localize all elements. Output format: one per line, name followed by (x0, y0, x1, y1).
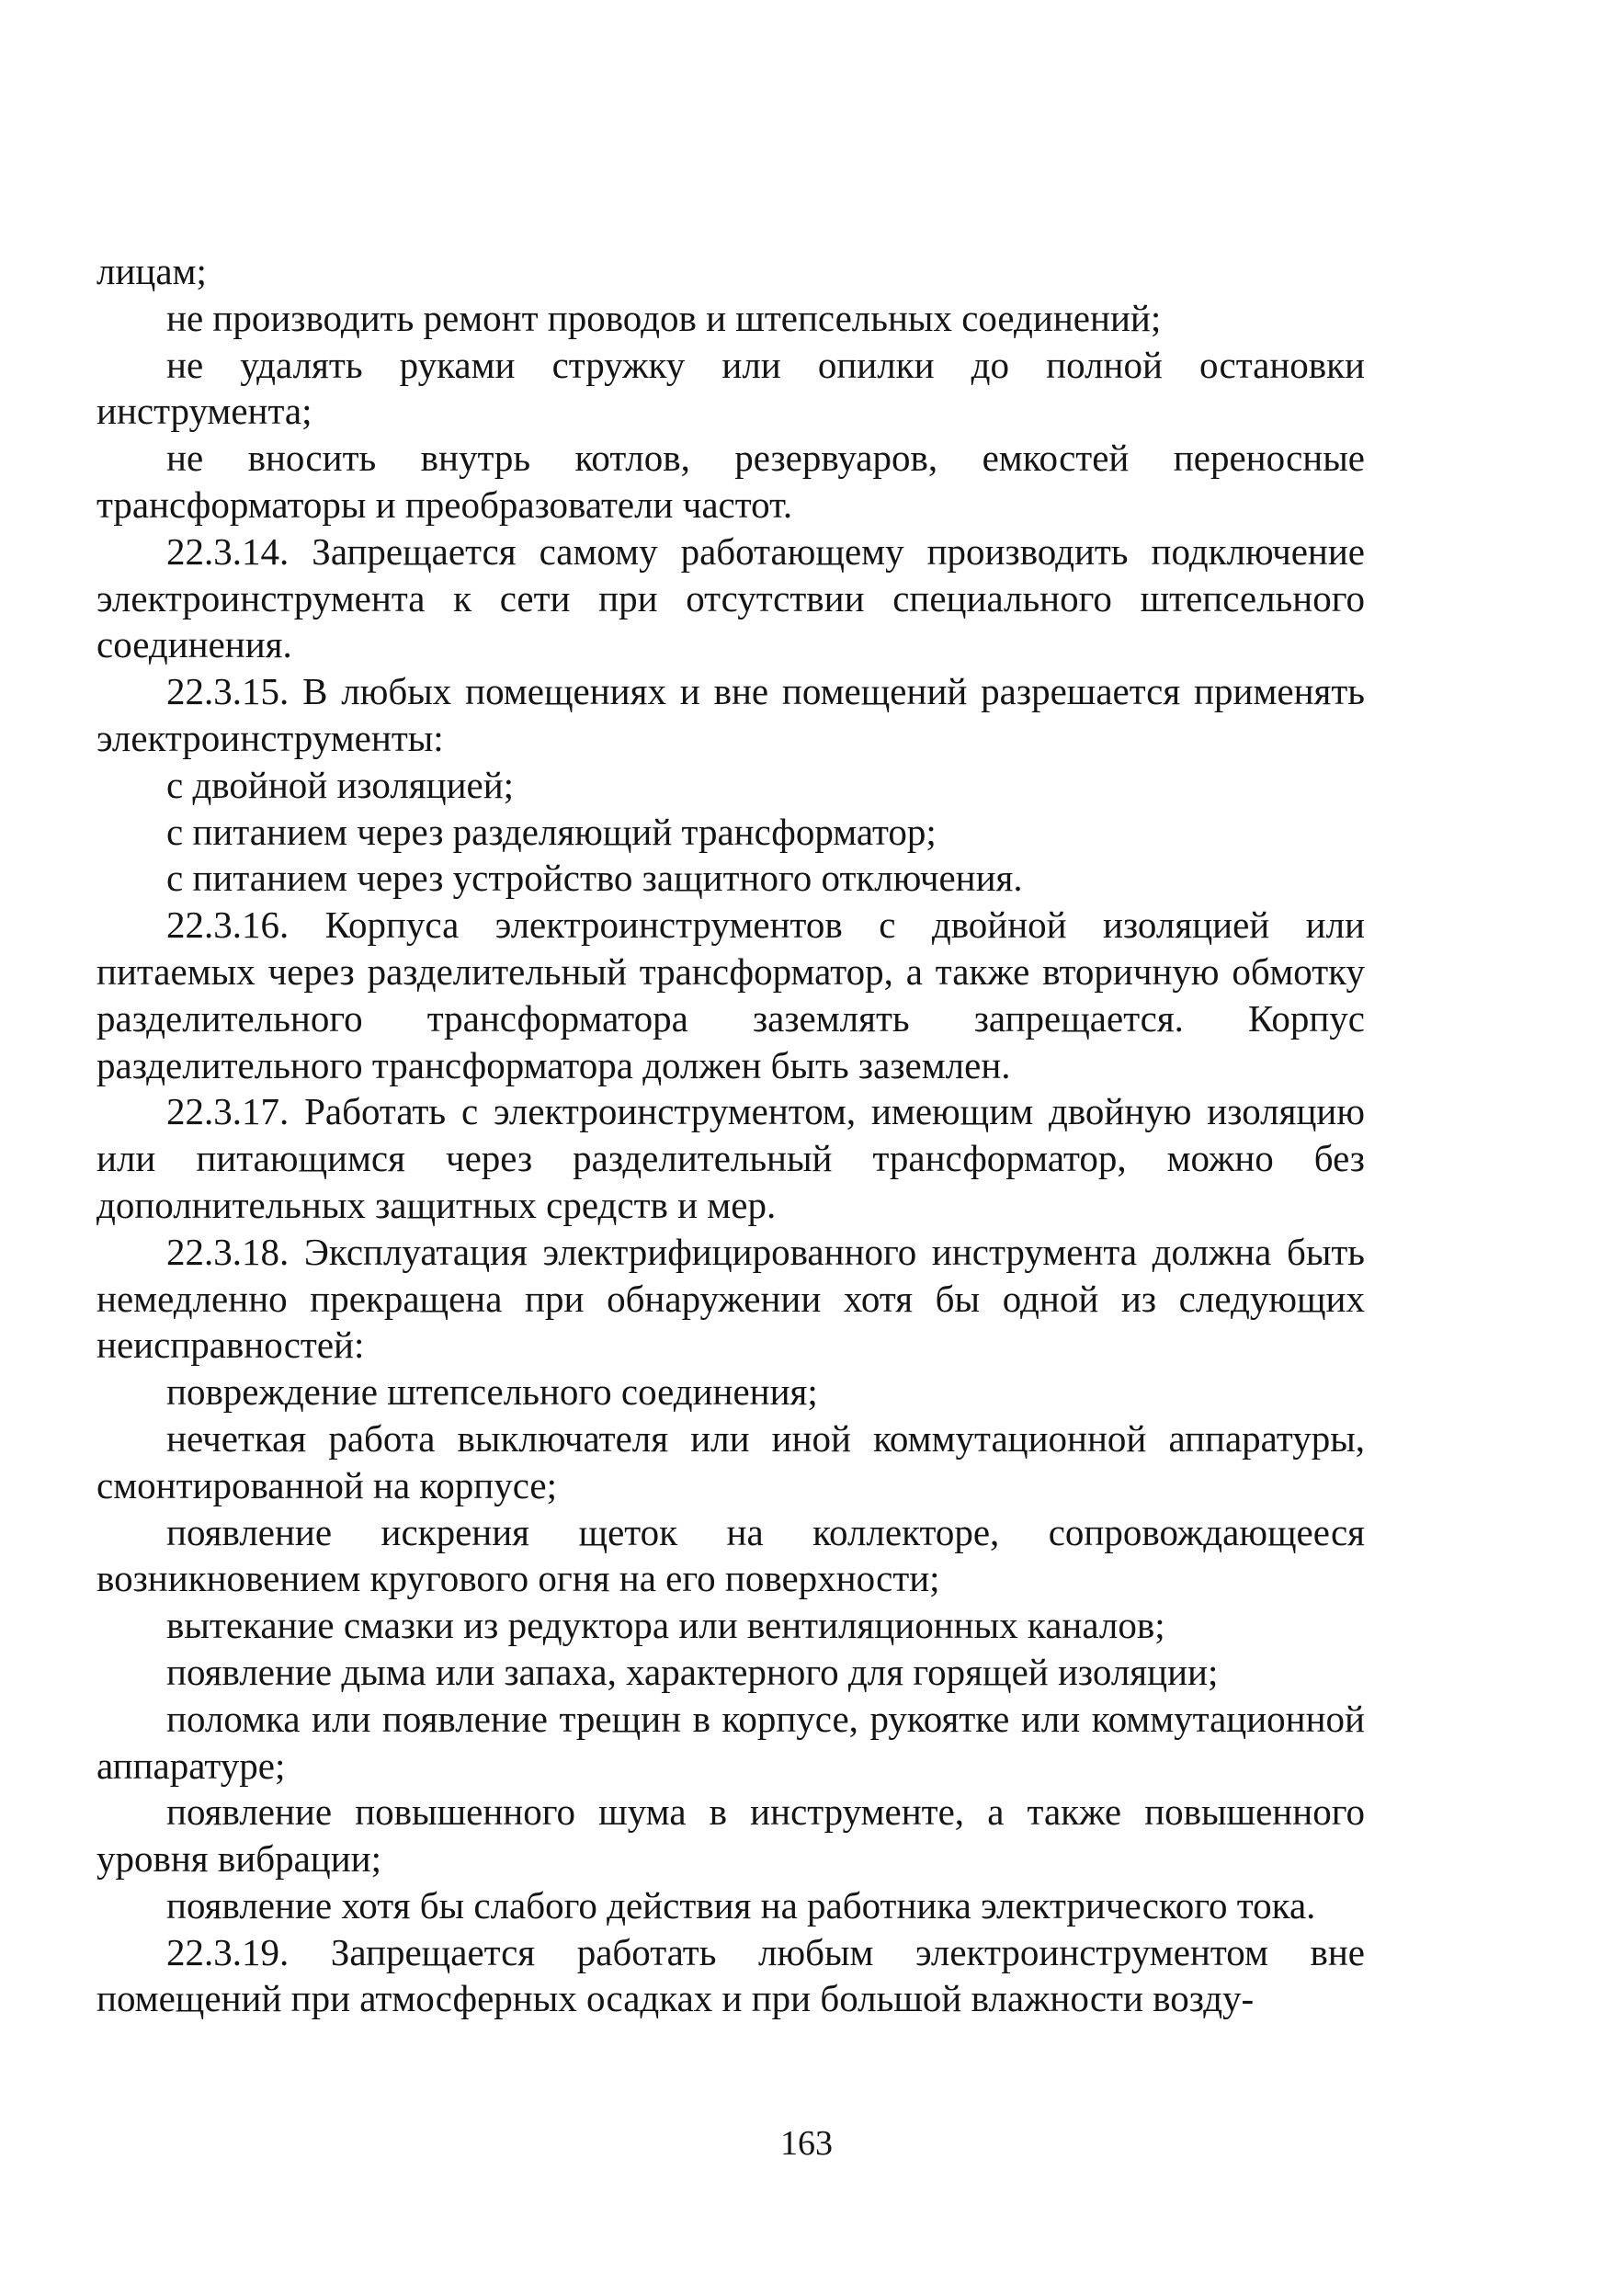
list-item: повреждение штепсельного соединения; (166, 1370, 818, 1414)
clause-22-3-18: 22.3.18. Эксплуатация электрифицированного инструмента должна быть немедленно прекращена при обнаружении хотя бы одной из следующих неисправностей: (97, 1230, 1365, 1367)
list-item: вытекание смазки из редуктора или вентиляционных каналов; (166, 1604, 1165, 1647)
list-item: появление дыма или запаха, характерного для горящей изоляции; (166, 1650, 1219, 1693)
list-item: появление искрения щеток на коллекторе, сопровождающееся возникновением кругового огня на его поверхности; (97, 1510, 1365, 1600)
paragraph: лицам; (97, 250, 207, 292)
list-item: с двойной изоляцией; (166, 763, 515, 806)
page-number: 163 (780, 2124, 833, 2163)
list-item: поломка или появление трещин в корпусе, рукоятке или коммутационной аппаратуре; (97, 1697, 1365, 1787)
clause-22-3-17: 22.3.17. Работать с электроинструментом, имеющим двойную изоляцию или питающимся через разделительный трансформатор, можно без дополнительных защитных средств и мер. (97, 1090, 1365, 1226)
list-item: не удалять руками стружку или опилки до полной остановки инструмента; (97, 343, 1365, 433)
body-text (97, 248, 1365, 2022)
clause-22-3-19: 22.3.19. Запрещается работать любым электроинструментом вне помещений при атмосферных осадках и при большой влажности возду- (97, 1930, 1365, 2020)
clause-22-3-14: 22.3.14. Запрещается самому работающему производить подключение электроинструмента к сети при отсутствии специального штепсельного соединения. (97, 529, 1365, 666)
list-item: нечеткая работа выключателя или иной коммутационной аппаратуры, смонтированной на корпусе; (97, 1416, 1365, 1506)
list-item: появление повышенного шума в инструменте, а также повышенного уровня вибрации; (97, 1790, 1365, 1881)
list-item: не вносить внутрь котлов, резервуаров, емкостей переносные трансформаторы и преобразователи частот. (97, 437, 1365, 526)
list-item: с питанием через разделяющий трансформатор; (166, 810, 937, 853)
clause-22-3-16: 22.3.16. Корпуса электроинструментов с двойной изоляцией или питаемых через разделительный трансформатор, а также вторичную обмотку разделительного трансформатора заземлять запрещается. Корпус разделительного трансформатора должен быть заземлен. (97, 904, 1365, 1086)
list-item: появление хотя бы слабого действия на работника электрического тока. (166, 1883, 1316, 1927)
list-item: не производить ремонт проводов и штепсельных соединений; (166, 296, 1162, 339)
clause-22-3-15: 22.3.15. В любых помещениях и вне помещений разрешается применять электроинструменты: (97, 670, 1365, 759)
list-item: с питанием через устройство защитного отключения. (166, 857, 1023, 900)
